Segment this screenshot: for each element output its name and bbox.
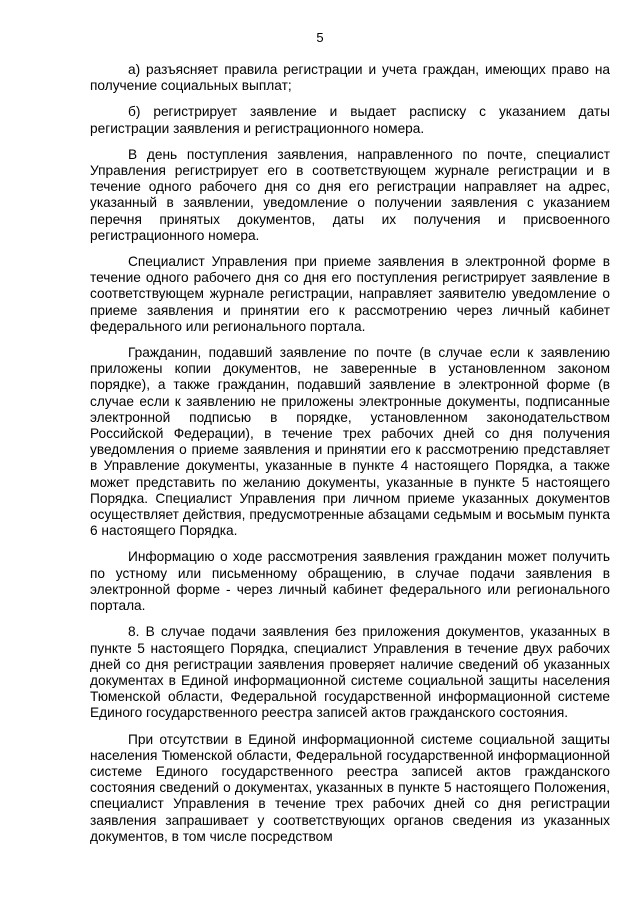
- page-number: 5: [316, 30, 324, 45]
- paragraph-1: а) разъясняет правила регистрации и учета граждан, имеющих право на получение социальных выплат;: [90, 62, 610, 94]
- paragraph-6: Информацию о ходе рассмотрения заявления гражданин может получить по устному или письменному обращению, в случае подачи заявления в электронной форме - через личный кабинет федерального или регионального портала.: [90, 549, 610, 614]
- paragraph-7: 8. В случае подачи заявления без приложения документов, указанных в пункте 5 настоящего Порядка, специалист Управления в течение двух рабочих дней со дня регистрации заявления проверяет наличие сведений об указанных документах в Единой информационной системе социальной защиты населения Тюменской области, Федеральной государственной информационной системе Единого государственного реестра записей актов гражданского состояния.: [90, 624, 610, 721]
- paragraph-3: В день поступления заявления, направленного по почте, специалист Управления регистрирует его в соответствующем журнале регистрации и в течение одного рабочего дня со дня его регистрации направляет на адрес, указанный в заявлении, уведомление о получении заявления с указанием перечня принятых документов, даты их получения и присвоенного регистрационного номера.: [90, 146, 610, 243]
- paragraph-4: Специалист Управления при приеме заявления в электронной форме в течение одного рабочего дня со дня его поступления регистрирует заявление в соответствующем журнале регистрации, направляет заявителю уведомление о приеме заявления и принятии его к рассмотрению через личный кабинет федерального или регионального портала.: [90, 254, 610, 334]
- document-body: [90, 62, 610, 855]
- paragraph-5: Гражданин, подавший заявление по почте (в случае если к заявлению приложены копии документов, не заверенные в установленном законом порядке), а также гражданин, подавший заявление в электронной форме (в случае если к заявлению не приложены электронные документы, подписанные электронной подписью в порядке, установленном законодательством Российской Федерации), в течение трех рабочих дней со дня получения уведомления о приеме заявления и принятии его к рассмотрению представляет в Управление документы, указанные в пункте 4 настоящего Порядка, а также может представить по желанию документы, указанные в пункте 5 настоящего Порядка. Специалист Управления при личном приеме указанных документов осуществляет действия, предусмотренные абзацами седьмым и восьмым пункта 6 настоящего Порядка.: [90, 345, 610, 539]
- paragraph-2: б) регистрирует заявление и выдает расписку с указанием даты регистрации заявления и регистрационного номера.: [90, 104, 610, 136]
- paragraph-8: При отсутствии в Единой информационной системе социальной защиты населения Тюменской области, Федеральной государственной информационной системе Единого государственного реестра записей актов гражданского состояния сведений о документах, указанных в пункте 5 настоящего Положения, специалист Управления в течение трех рабочих дней со дня регистрации заявления запрашивает у соответствующих органов сведения из указанных документов, в том числе посредством: [90, 731, 610, 844]
